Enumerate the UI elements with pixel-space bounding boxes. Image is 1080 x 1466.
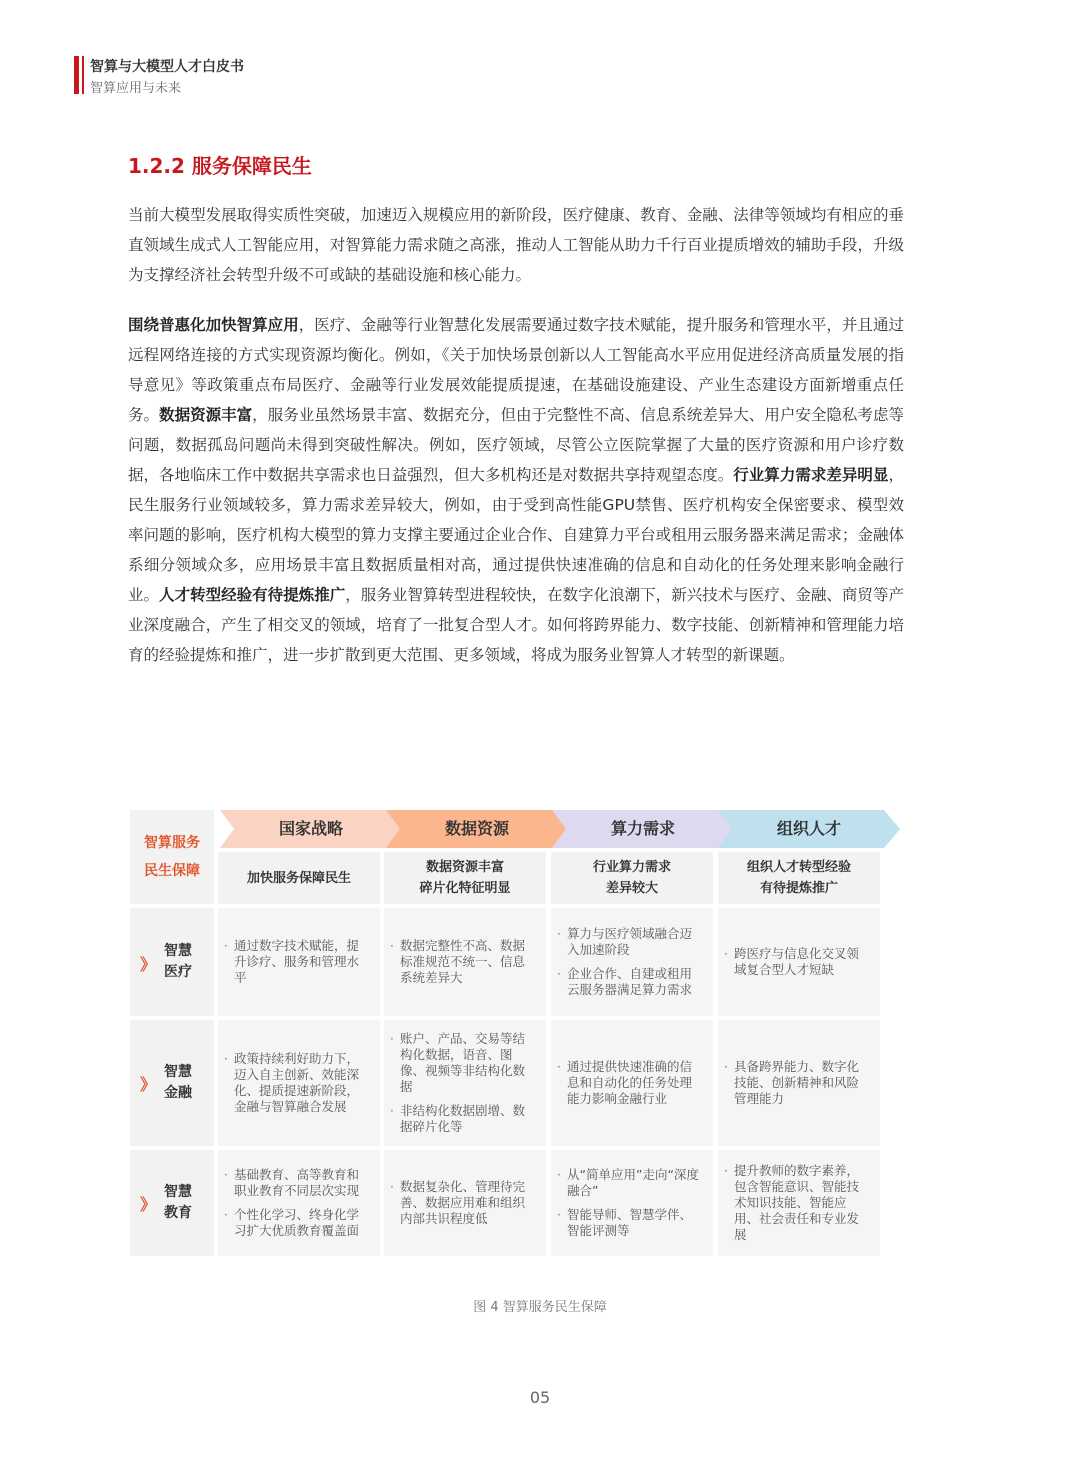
column-subhead-strategy bbox=[218, 852, 380, 904]
bold-lead-4: 人才转型经验有待提炼推广 bbox=[159, 586, 346, 604]
cell-bullet: · 基础教育、高等教育和职业教育不同层次实现 bbox=[224, 1167, 360, 1198]
bullet-dot: · bbox=[724, 1060, 728, 1074]
cell-finance-strategy bbox=[218, 1020, 380, 1146]
paragraph-text-4: ，服务业智算转型进程较快，在数字化浪潮下，新兴技术与医疗、金融、商贸等产业深度融合，产生了相交叉的领域，培育了一批复合型人才。如何将跨界能力、数字技能、创新精神和管理能力培育的经验提炼和推广，进一步扩散到更大范围、更多领域，将成为服务业智算人才转型的新课题。 bbox=[128, 586, 904, 664]
bullet-dot: · bbox=[224, 1208, 228, 1222]
header-accent-bar-thin bbox=[82, 56, 84, 94]
figure-corner-label bbox=[130, 810, 214, 904]
row-label-line: 智慧 bbox=[164, 1064, 192, 1080]
cell-bullet: · 通过数字技术赋能，提升诊疗、服务和管理水平 bbox=[224, 938, 360, 985]
row-label-line: 智慧 bbox=[164, 943, 192, 959]
cell-bullet: · 非结构化数据剧增、数据碎片化等 bbox=[390, 1103, 526, 1134]
cell-bullet: · 提升教师的数字素养，包含智能意识、智能技术知识技能、智能应用、社会责任和专业发展 bbox=[724, 1163, 860, 1242]
column-subhead-talent bbox=[718, 852, 880, 904]
cell-education-compute bbox=[551, 1150, 713, 1256]
cell-finance-compute bbox=[551, 1020, 713, 1146]
bullet-dot: · bbox=[557, 1208, 561, 1222]
row-head-education bbox=[130, 1150, 214, 1256]
cell-education-strategy bbox=[218, 1150, 380, 1256]
row-head-finance bbox=[130, 1020, 214, 1146]
column-head-strategy bbox=[220, 810, 402, 848]
column-head-compute bbox=[552, 810, 734, 848]
bullet-dot: · bbox=[724, 1164, 728, 1178]
subhead-line: 加快服务保障民生 bbox=[246, 870, 351, 886]
cell-bullet: · 企业合作、自建或租用云服务器满足算力需求 bbox=[557, 966, 693, 997]
bullet-dot: · bbox=[557, 967, 561, 981]
bullet-dot: · bbox=[224, 1168, 228, 1182]
cell-bullet: · 算力与医疗领域融合迈入加速阶段 bbox=[557, 926, 693, 957]
subhead-line: 差异较大 bbox=[605, 881, 658, 896]
subhead-line: 有待提炼推广 bbox=[759, 881, 838, 896]
cell-education-talent bbox=[718, 1150, 880, 1256]
figure-caption: 图 4 智算服务民生保障 bbox=[473, 1300, 607, 1315]
cell-medical-talent bbox=[718, 908, 880, 1016]
cell-bullet: · 个性化学习、终身化学习扩大优质教育覆盖面 bbox=[224, 1207, 360, 1238]
double-chevron-icon: 》 bbox=[140, 1075, 151, 1094]
paragraph-text-1: ，医疗、金融等行业智慧化发展需要通过数字技术赋能，提升服务和管理水平，并且通过远程网络连接的方式实现资源均衡化。例如，《关于加快场景创新以人工智能高水平应用促进经济高质量发展的指导意见》等政策重点布局医疗、金融等行业发展效能提质提速，在基础设施建设、产业生态建设方面新增重点任务。 bbox=[128, 316, 904, 424]
header-accent-bar bbox=[74, 56, 79, 94]
cell-bullet: · 从“简单应用”走向“深度融合” bbox=[557, 1167, 699, 1198]
row-label-line: 教育 bbox=[164, 1205, 192, 1221]
column-head-label: 国家战略 bbox=[278, 819, 343, 838]
cell-bullet: · 数据完整性不高、数据标准规范不统一、信息系统差异大 bbox=[390, 938, 526, 985]
cell-finance-data bbox=[384, 1020, 546, 1146]
cell-medical-compute bbox=[551, 908, 713, 1016]
figure-matrix bbox=[130, 808, 900, 1256]
corner-line-1: 智算服务 bbox=[144, 835, 200, 851]
paragraph-text-2: ，服务业虽然场景丰富、数据充分，但由于完整性不高、信息系统差异大、用户安全隐私考虑等问题，数据孤岛问题尚未得到突破性解决。例如，医疗领域，尽管公立医院掌握了大量的医疗资源和用户诊疗数据，各地临床工作中数据共享需求也日益强烈，但大多机构还是对数据共享持观望态度。 bbox=[128, 406, 904, 484]
row-head-medical bbox=[130, 908, 214, 1016]
corner-line-2: 民生保障 bbox=[144, 863, 200, 879]
bullet-dot: · bbox=[390, 939, 394, 953]
bold-lead-2: 数据资源丰富 bbox=[159, 406, 253, 424]
subhead-line: 组织人才转型经验 bbox=[746, 860, 851, 875]
subhead-line: 数据资源丰富 bbox=[425, 860, 504, 875]
subhead-line: 碎片化特征明显 bbox=[419, 881, 511, 896]
row-label-line: 医疗 bbox=[164, 964, 192, 980]
section-title: 1.2.2 服务保障民生 bbox=[128, 154, 312, 178]
bullet-dot: · bbox=[557, 1168, 561, 1182]
row-label-line: 智慧 bbox=[164, 1184, 192, 1200]
bullet-dot: · bbox=[224, 939, 228, 953]
header-title: 智算与大模型人才白皮书 bbox=[90, 59, 244, 75]
cell-bullet: · 政策持续利好助力下，迈入自主创新、效能深化、提质提速新阶段，金融与智算融合发展 bbox=[224, 1051, 360, 1114]
column-head-talent bbox=[718, 810, 900, 848]
cell-bullet: · 通过提供快速准确的信息和自动化的任务处理能力影响金融行业 bbox=[557, 1059, 693, 1106]
header-subtitle: 智算应用与未来 bbox=[90, 81, 182, 96]
column-subhead-compute bbox=[551, 852, 713, 904]
bullet-dot: · bbox=[557, 927, 561, 941]
column-head-label: 数据资源 bbox=[444, 819, 509, 838]
bullet-dot: · bbox=[224, 1052, 228, 1066]
bold-lead-1: 围绕普惠化加快智算应用 bbox=[128, 316, 299, 334]
cell-medical-strategy bbox=[218, 908, 380, 1016]
bullet-dot: · bbox=[390, 1180, 394, 1194]
paragraph-intro: 当前大模型发展取得实质性突破，加速迈入规模应用的新阶段，医疗健康、教育、金融、法律等领域均有相应的垂直领域生成式人工智能应用，对智算能力需求随之高涨，推动人工智能从助力千行百业提质增效的辅助手段，升级为支撑经济社会转型升级不可或缺的基础设施和核心能力。 bbox=[128, 206, 904, 284]
cell-bullet: · 数据复杂化、管理待完善、数据应用难和组织内部共识程度低 bbox=[390, 1179, 526, 1226]
column-subhead-data bbox=[384, 852, 546, 904]
bold-lead-3: 行业算力需求差异明显 bbox=[733, 466, 889, 484]
cell-bullet: · 跨医疗与信息化交叉领域复合型人才短缺 bbox=[724, 946, 860, 977]
bullet-dot: · bbox=[390, 1104, 394, 1118]
bullet-dot: · bbox=[390, 1032, 394, 1046]
cell-bullet: · 智能导师、智慧学伴、智能评测等 bbox=[557, 1207, 693, 1238]
bullet-dot: · bbox=[557, 1060, 561, 1074]
page-number: 05 bbox=[529, 1388, 551, 1407]
subhead-line: 行业算力需求 bbox=[592, 860, 671, 875]
cell-finance-talent bbox=[718, 1020, 880, 1146]
paragraph-text-3: ，民生服务行业领域较多，算力需求差异较大，例如，由于受到高性能GPU禁售、医疗机构安全保密要求、模型效率问题的影响，医疗机构大模型的算力支撑主要通过企业合作、自建算力平台或租用云服务器来满足需求；金融体系细分领域众多，应用场景丰富且数据质量相对高，通过提供快速准确的信息和自动化的任务处理来影响金融行业。 bbox=[128, 466, 904, 604]
column-head-label: 算力需求 bbox=[610, 819, 675, 838]
cell-education-data bbox=[384, 1150, 546, 1256]
bullet-dot: · bbox=[724, 947, 728, 961]
paragraph-detail bbox=[128, 310, 904, 670]
double-chevron-icon: 》 bbox=[140, 955, 151, 974]
cell-bullet: · 账户、产品、交易等结构化数据，语音、图像、视频等非结构化数据 bbox=[390, 1031, 526, 1094]
column-head-data bbox=[386, 810, 568, 848]
cell-medical-data bbox=[384, 908, 546, 1016]
double-chevron-icon: 》 bbox=[140, 1195, 151, 1214]
column-head-label: 组织人才 bbox=[776, 819, 841, 838]
row-label-line: 金融 bbox=[164, 1085, 192, 1101]
cell-bullet: · 具备跨界能力、数字化技能、创新精神和风险管理能力 bbox=[724, 1059, 860, 1106]
